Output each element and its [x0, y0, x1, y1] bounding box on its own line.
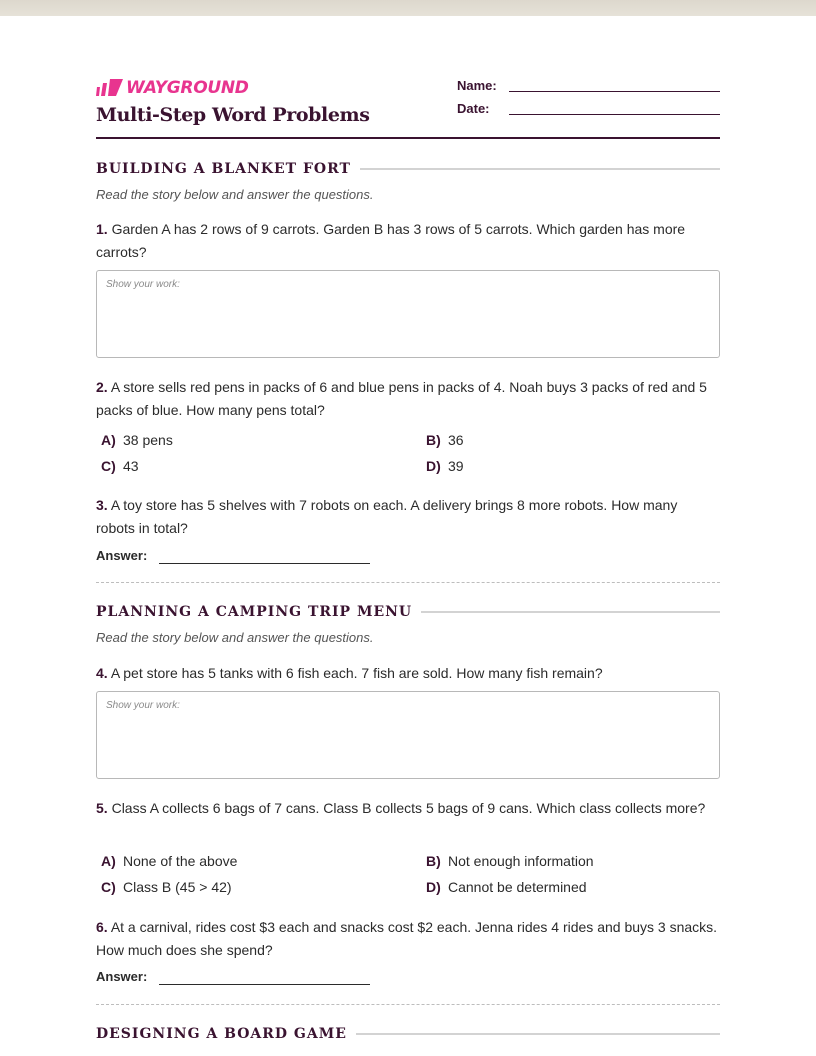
choice-text: 38 pens: [123, 432, 173, 448]
choice-text: 39: [448, 458, 464, 474]
question-3: [96, 494, 720, 539]
choice-a[interactable]: [101, 853, 237, 869]
answer-field[interactable]: [96, 969, 376, 989]
brand-name: WAYGROUND: [126, 78, 249, 98]
page-top-edge: [0, 0, 816, 16]
choice-c[interactable]: [101, 458, 139, 474]
question-2: [96, 376, 720, 421]
section-header: [96, 161, 720, 177]
question-text: A store sells red pens in packs of 6 and blue pens in packs of 4. Noah buys 3 packs of red and 5 packs of blue. How many pens total?: [96, 379, 707, 418]
section-instructions: Read the story below and answer the questions.: [96, 187, 374, 202]
question-number: 1.: [96, 221, 108, 237]
question-4: [96, 662, 720, 685]
section-title: PLANNING A CAMPING TRIP MENU: [96, 604, 413, 620]
section-title-rule: [421, 611, 720, 613]
choice-b[interactable]: [426, 853, 594, 869]
question-text: A toy store has 5 shelves with 7 robots on each. A delivery brings 8 more robots. How many robots in total?: [96, 497, 678, 536]
choice-text: Not enough information: [448, 853, 594, 869]
date-line[interactable]: [509, 114, 720, 115]
choice-d[interactable]: [426, 458, 464, 474]
show-work-box[interactable]: [96, 270, 720, 358]
choice-text: 43: [123, 458, 139, 474]
question-text: At a carnival, rides cost $3 each and snacks cost $2 each. Jenna rides 4 rides and buys 3 snacks. How much does she spend?: [96, 919, 718, 958]
header-divider: [96, 137, 720, 139]
choice-d[interactable]: [426, 879, 587, 895]
answer-line[interactable]: [159, 984, 370, 985]
choice-letter: A): [101, 853, 116, 869]
choice-letter: D): [426, 458, 441, 474]
date-field[interactable]: [457, 101, 720, 124]
section-title: BUILDING A BLANKET FORT: [96, 161, 351, 177]
question-number: 3.: [96, 497, 108, 513]
question-1: [96, 218, 720, 263]
section-divider: [96, 1004, 720, 1005]
choice-text: Cannot be determined: [448, 879, 587, 895]
choice-text: 36: [448, 432, 464, 448]
show-work-placeholder: Show your work:: [106, 700, 180, 711]
show-work-box[interactable]: [96, 691, 720, 779]
question-text: Class A collects 6 bags of 7 cans. Class B collects 5 bags of 9 cans. Which class collects more?: [111, 800, 706, 816]
choice-letter: A): [101, 432, 116, 448]
question-number: 4.: [96, 665, 108, 681]
section-title-rule: [356, 1033, 720, 1035]
section-header: [96, 1026, 720, 1042]
choice-letter: B): [426, 432, 441, 448]
brand-logo: [96, 78, 249, 98]
question-number: 5.: [96, 800, 108, 816]
question-text: Garden A has 2 rows of 9 carrots. Garden B has 3 rows of 5 carrots. Which garden has more carrots?: [96, 221, 686, 260]
section-divider: [96, 582, 720, 583]
name-line[interactable]: [509, 91, 720, 92]
section-title-rule: [360, 168, 720, 170]
show-work-placeholder: Show your work:: [106, 279, 180, 290]
page-title: Multi-Step Word Problems: [96, 104, 370, 126]
section-title: DESIGNING A BOARD GAME: [96, 1026, 347, 1042]
choice-letter: C): [101, 879, 116, 895]
question-5: [96, 797, 720, 820]
answer-label: Answer:: [96, 548, 148, 563]
question-number: 6.: [96, 919, 108, 935]
answer-field[interactable]: [96, 548, 376, 568]
choice-c[interactable]: [101, 879, 232, 895]
section-instructions: Read the story below and answer the questions.: [96, 630, 374, 645]
question-text: A pet store has 5 tanks with 6 fish each. 7 fish are sold. How many fish remain?: [110, 665, 603, 681]
choice-text: None of the above: [123, 853, 238, 869]
wayground-logo-icon: [96, 79, 123, 97]
answer-label: Answer:: [96, 969, 148, 984]
choice-letter: C): [101, 458, 116, 474]
choice-b[interactable]: [426, 432, 464, 448]
name-field[interactable]: [457, 78, 720, 101]
question-6: [96, 916, 720, 961]
worksheet-header: [96, 78, 720, 140]
name-label: Name:: [457, 78, 497, 93]
section-header: [96, 604, 720, 620]
choice-letter: B): [426, 853, 441, 869]
choice-letter: D): [426, 879, 441, 895]
question-number: 2.: [96, 379, 108, 395]
choice-a[interactable]: [101, 432, 173, 448]
date-label: Date:: [457, 101, 490, 116]
student-fields: [457, 78, 720, 124]
choice-text: Class B (45 > 42): [123, 879, 232, 895]
answer-line[interactable]: [159, 563, 370, 564]
